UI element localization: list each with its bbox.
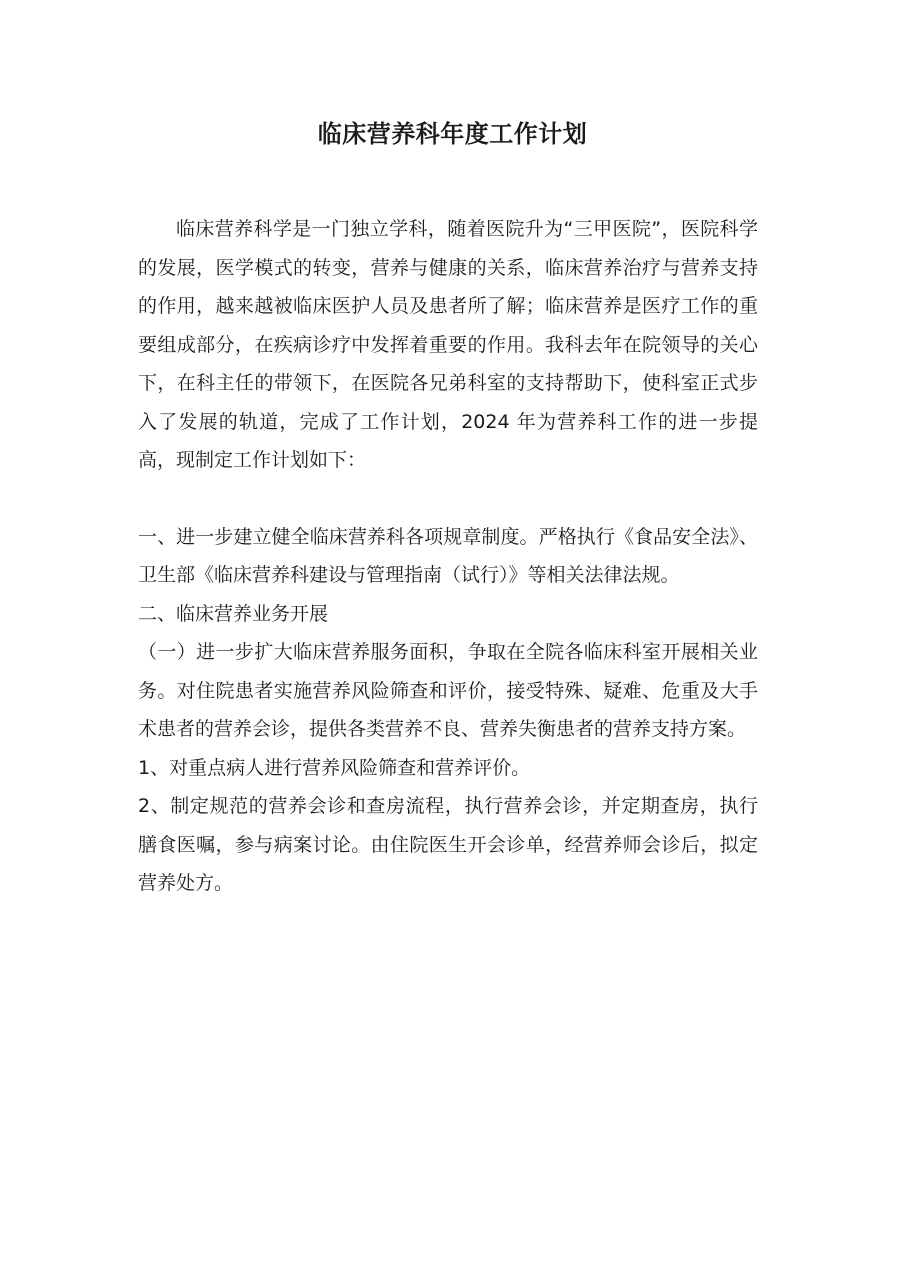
intro-paragraph: 临床营养科学是一门独立学科，随着医院升为“三甲医院”，医院科学的发展，医学模式的转变，营养与健康的关系，临床营养治疗与营养支持的作用，越来越被临床医护人员及患者所了解；临床营养是医疗工作的重要组成部分，在疾病诊疗中发挥着重要的作用。我科去年在院领导的关心下，在科主任的带领下，在医院各兄弟科室的支持帮助下，使科室正式步入了发展的轨道，完成了工作计划，2024 年为营养科工作的进一步提高，现制定工作计划如下： xyxy=(138,218,758,471)
section-1-paragraph: 一、进一步建立健全临床营养科各项规章制度。严格执行《食品安全法》、卫生部《临床营养科建设与管理指南（试行）》等相关法律法规。 xyxy=(138,525,758,586)
subsection-1-paragraph: （一）进一步扩大临床营养服务面积，争取在全院各临床科室开展相关业务。对住院患者实施营养风险筛查和评价，接受特殊、疑难、危重及大手术患者的营养会诊，提供各类营养不良、营养失衡患者的营养支持方案。 xyxy=(138,641,758,740)
document-title: 临床营养科年度工作计划 xyxy=(317,120,588,148)
document-body xyxy=(138,210,758,903)
list-item-1: 1、对重点病人进行营养风险筛查和营养评价。 xyxy=(138,756,531,779)
section-2-heading: 二、临床营养业务开展 xyxy=(138,602,329,625)
list-item-2: 2、制定规范的营养会诊和查房流程，执行营养会诊，并定期查房，执行膳食医嘱，参与病案讨论。由住院医生开会诊单，经营养师会诊后，拟定营养处方。 xyxy=(138,795,758,894)
